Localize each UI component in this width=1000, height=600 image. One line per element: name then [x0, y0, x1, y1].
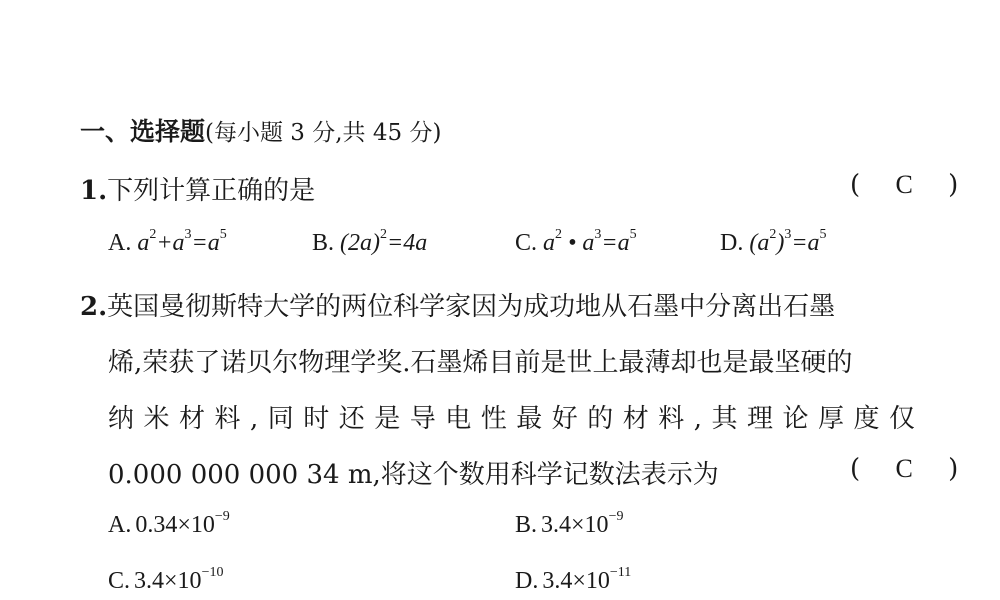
math-exponent: 2 [380, 227, 387, 242]
math-exponent: 2 [555, 227, 563, 242]
question-2-option-a [108, 510, 230, 539]
option-value: 3.4×10 [541, 512, 609, 538]
question-2-text-line: 英国曼彻斯特大学的两位科学家因为成功地从石墨中分离出石墨 [107, 292, 836, 322]
math-exponent: −10 [201, 565, 224, 580]
answer-open-paren: ( [850, 454, 861, 484]
question-2-text-line: 0.000 000 000 34 m,将这个数用科学记数法表示为 [108, 460, 719, 490]
section-scoring-note: (每小题 3 分,共 45 分) [205, 120, 442, 146]
math-term: =a [601, 230, 630, 256]
option-label: C. [515, 230, 538, 256]
math-term: a [543, 230, 556, 256]
option-label: B. [515, 512, 538, 538]
question-2-option-c [108, 566, 223, 595]
math-term: =a [191, 230, 220, 256]
option-label: A. [108, 512, 132, 538]
option-label: D. [515, 568, 539, 594]
math-term: a [137, 230, 150, 256]
option-value: 3.4×10 [134, 568, 202, 594]
math-exponent: 3 [184, 227, 192, 242]
math-exponent: 3 [594, 227, 602, 242]
answer-close-paren: ) [948, 170, 959, 200]
question-2-number: 2. [80, 292, 108, 322]
math-term: =4a [387, 230, 428, 256]
question-1-option-c [515, 228, 637, 257]
math-term: ) [776, 230, 785, 256]
math-term: (a [749, 230, 770, 256]
question-2-line-1 [80, 286, 835, 323]
question-2-line-2 [108, 342, 853, 379]
option-value: 3.4×10 [542, 568, 610, 594]
option-value: 0.34×10 [135, 512, 215, 538]
question-1-number: 1. [80, 176, 108, 206]
math-exponent: 5 [219, 227, 227, 242]
question-2-answer-letter: C [895, 454, 913, 483]
question-1-answer [850, 170, 958, 200]
math-term: =a [791, 230, 820, 256]
question-1-answer-letter: C [895, 170, 913, 199]
question-2-option-b [515, 510, 623, 539]
question-1-option-b [312, 228, 427, 257]
math-exponent: 5 [629, 227, 637, 242]
answer-open-paren: ( [850, 170, 861, 200]
question-2-line-4 [108, 454, 719, 491]
question-1-stem [80, 170, 315, 207]
math-term: (2a) [340, 230, 380, 256]
question-1-option-d [720, 228, 827, 257]
math-exponent: −11 [609, 565, 632, 580]
question-1-option-a [108, 228, 227, 257]
math-exponent: 5 [819, 227, 827, 242]
question-2-text-line: 烯,荣获了诺贝尔物理学奖.石墨烯目前是世上最薄却也是最坚硬的 [108, 348, 853, 378]
question-2-answer [850, 454, 958, 484]
section-heading [80, 112, 441, 148]
question-1-text: 下列计算正确的是 [107, 176, 316, 206]
math-exponent: 3 [784, 227, 792, 242]
math-exponent: 2 [769, 227, 777, 242]
answer-close-paren: ) [948, 454, 959, 484]
section-title: 一、选择题 [80, 117, 206, 146]
option-label: D. [720, 230, 744, 256]
math-term: +a [156, 230, 185, 256]
option-label: A. [108, 230, 132, 256]
question-2-line-3 [108, 398, 925, 435]
option-label: C. [108, 568, 131, 594]
math-exponent: −9 [214, 509, 230, 524]
math-term: • a [562, 230, 595, 256]
question-2-option-d [515, 566, 631, 595]
math-exponent: 2 [149, 227, 157, 242]
question-2-text-line: 纳米材料,同时还是导电性最好的材料,其理论厚度仅 [108, 404, 925, 434]
math-exponent: −9 [608, 509, 624, 524]
option-label: B. [312, 230, 335, 256]
